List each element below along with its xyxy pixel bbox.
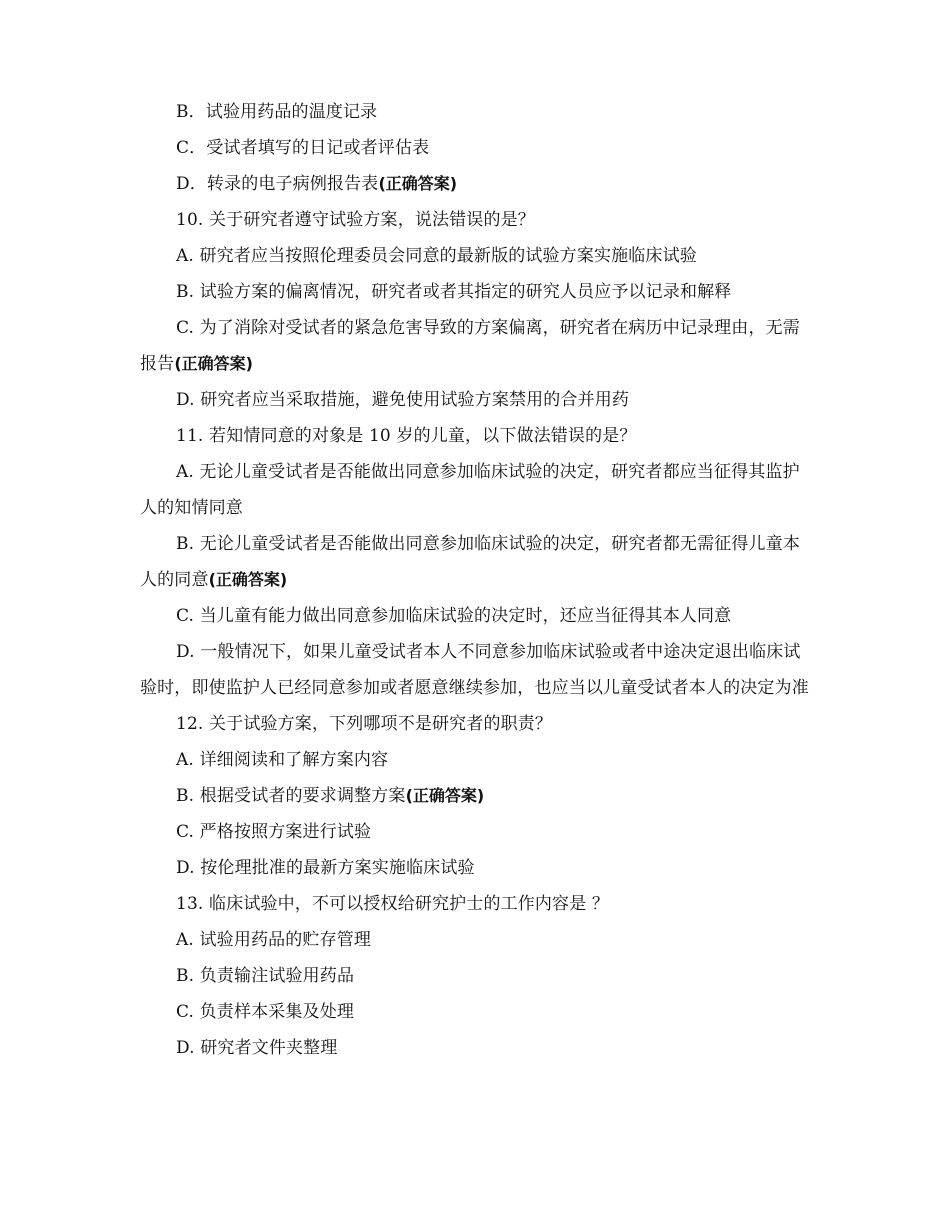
option-c-q11: C. 当儿童有能力做出同意参加临床试验的决定时，还应当征得其本人同意: [176, 606, 732, 626]
option-a-q12: A. 详细阅读和了解方案内容: [176, 750, 389, 770]
option-a-q10: A. 研究者应当按照伦理委员会同意的最新版的试验方案实施临床试验: [176, 246, 697, 266]
option-a-q11: A. 无论儿童受试者是否能做出同意参加临床试验的决定，研究者都应当征得其监护人的知情同意: [140, 462, 800, 518]
option-d-q9: D．转录的电子病例报告表(正确答案): [176, 174, 458, 194]
option-b-q11: B. 无论儿童受试者是否能做出同意参加临床试验的决定，研究者都无需征得儿童本人的同意(正确答案): [140, 534, 800, 590]
question-13: 13. 临床试验中，不可以授权给研究护士的工作内容是 ？: [176, 894, 610, 914]
option-c-q10: C. 为了消除对受试者的紧急危害导致的方案偏离，研究者在病历中记录理由，无需报告(正确答案): [140, 318, 800, 374]
correct-answer-mark: (正确答案): [174, 354, 253, 373]
document-body: [140, 94, 810, 1066]
option-c-q12: C. 严格按照方案进行试验: [176, 822, 372, 842]
option-d-q11: D. 一般情况下，如果儿童受试者本人不同意参加临床试验或者中途决定退出临床试验时，即使监护人已经同意参加或者愿意继续参加，也应当以儿童受试者本人的决定为准: [140, 642, 809, 698]
option-d-q13: D. 研究者文件夹整理: [176, 1038, 338, 1058]
correct-answer-mark: (正确答案): [208, 570, 288, 589]
correct-answer-mark: (正确答案): [405, 786, 485, 805]
option-c-q13: C. 负责样本采集及处理: [176, 1002, 355, 1022]
option-d-q10: D. 研究者应当采取措施，避免使用试验方案禁用的合并用药: [176, 390, 630, 410]
option-d-q12: D. 按伦理批准的最新方案实施临床试验: [176, 858, 475, 878]
correct-answer-mark: (正确答案): [378, 174, 458, 193]
option-b-q13: B. 负责输注试验用药品: [176, 966, 355, 986]
option-b-q10: B. 试验方案的偏离情况，研究者或者其指定的研究人员应予以记录和解释: [176, 282, 732, 302]
question-12: 12. 关于试验方案，下列哪项不是研究者的职责？: [176, 714, 553, 734]
option-b-q12: B. 根据受试者的要求调整方案(正确答案): [176, 786, 485, 806]
option-b-q9: B．试验用药品的温度记录: [176, 102, 378, 122]
question-10: 10. 关于研究者遵守试验方案，说法错误的是？: [176, 210, 535, 230]
option-c-q9: C．受试者填写的日记或者评估表: [176, 138, 430, 158]
option-a-q13: A. 试验用药品的贮存管理: [176, 930, 372, 950]
question-11: 11. 若知情同意的对象是 10 岁的儿童，以下做法错误的是？: [176, 426, 637, 446]
